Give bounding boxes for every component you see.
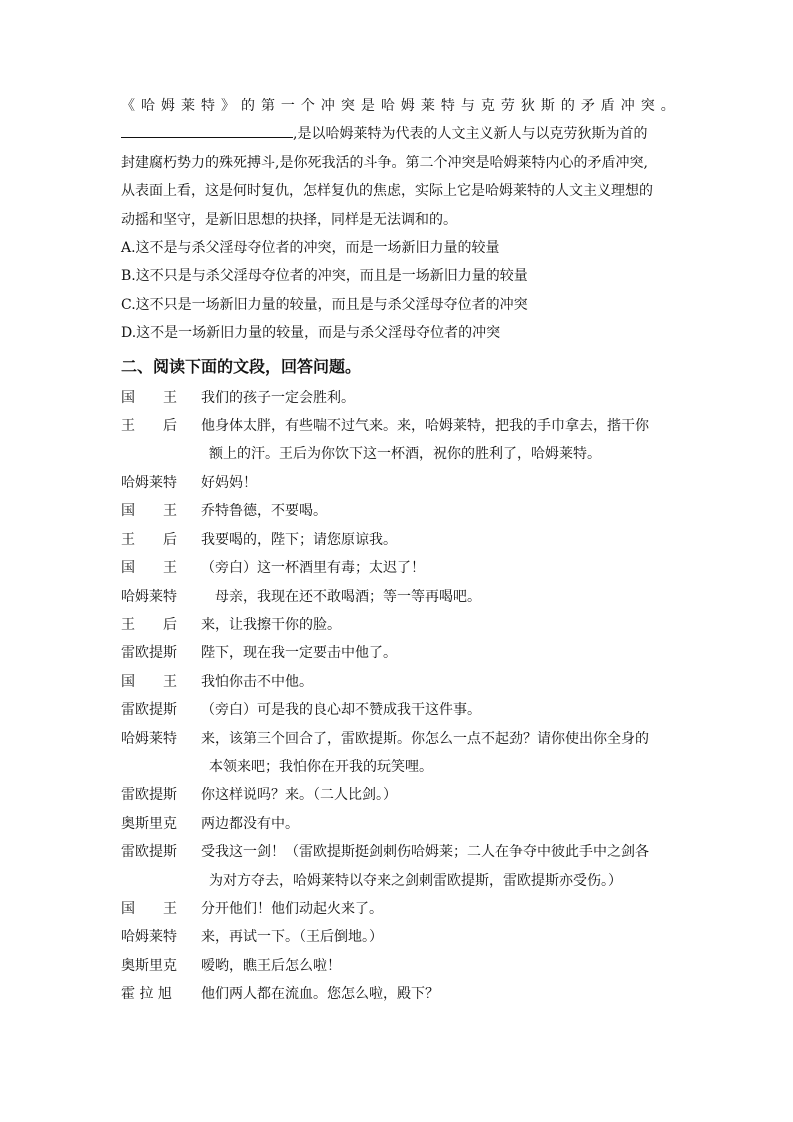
dialogue-line: [121, 526, 676, 554]
speech-line: 他身体太胖，有些喘不过气来。来，哈姆莱特，把我的手巾拿去，揩干你: [201, 418, 649, 435]
speech-text: [201, 838, 676, 895]
speaker-name: 哈姆莱特: [121, 588, 177, 605]
question-line-2-text: ,是以哈姆莱特为代表的人文主义新人与以克劳狄斯为首的: [293, 126, 648, 143]
speech-line: 陛下，现在我一定要击中他了。: [201, 645, 397, 662]
speech-line: 来，让我擦干你的脸。: [201, 616, 341, 633]
dialogue-line: [121, 838, 676, 895]
dialogue-line: [121, 583, 676, 611]
speech-text: [201, 469, 676, 497]
speech-line: 我要喝的，陛下；请您原谅我。: [201, 531, 397, 548]
speech-line: 你这样说吗？来。（二人比剑。）: [201, 787, 397, 804]
option-c: C.这不只是一场新旧力量的较量，而且是与杀父淫母夺位者的冲突: [121, 296, 528, 313]
speech-line: 嗳哟，瞧王后怎么啦！: [201, 957, 341, 974]
dialogue-line: [121, 668, 676, 696]
speech-text: [201, 554, 676, 582]
dialogue-line: [121, 810, 676, 838]
speech-line: 分开他们！他们动起火来了。: [201, 900, 383, 917]
speech-line: （旁白）可是我的良心却不赞成我干这件事。: [201, 702, 481, 719]
option-d: D.这不是一场新旧力量的较量，而是与杀父淫母夺位者的冲突: [121, 325, 501, 342]
speech-line: 我怕你击不中他。: [201, 673, 313, 690]
speech-line: 两边都没有中。: [201, 815, 299, 832]
speaker-name: 国 王: [121, 900, 177, 917]
dialogue-line: [121, 923, 676, 951]
speech-line: 来，该第三个回合了，雷欧提斯。你怎么一点不起劲？请你使出你全身的: [201, 730, 649, 747]
speaker-name: 霍 拉 旭: [121, 986, 172, 1003]
document-content: [121, 92, 676, 1009]
speaker-name: 奥斯里克: [121, 815, 177, 832]
speech-text: [201, 696, 676, 724]
speech-text: [201, 611, 676, 639]
dialogue-line: [121, 725, 676, 782]
dialogue-line: [121, 952, 676, 980]
speaker-name: 哈姆莱特: [121, 474, 177, 491]
speech-line: 母亲，我现在还不敢喝酒；等一等再喝吧。: [201, 588, 481, 605]
speech-text: [201, 583, 676, 611]
speech-continuation: 额上的汗。王后为你饮下这一杯酒，祝你的胜利了，哈姆莱特。: [209, 446, 601, 463]
speaker-name: 国 王: [121, 389, 177, 406]
dialogue-line: [121, 554, 676, 582]
speaker-name: 王 后: [121, 616, 177, 633]
speech-line: 好妈妈！: [201, 474, 257, 491]
dialogue-line: [121, 781, 676, 809]
dialogue-line: [121, 469, 676, 497]
speech-text: [201, 980, 676, 1008]
speech-text: [201, 497, 676, 525]
speech-line: 乔特鲁德，不要喝。: [201, 503, 327, 520]
speaker-name: 国 王: [121, 673, 177, 690]
speaker-name: 雷欧提斯: [121, 702, 177, 719]
dialogue-line: [121, 639, 676, 667]
speaker-name: 雷欧提斯: [121, 645, 177, 662]
question-line-1: 《哈姆莱特》的第一个冲突是哈姆莱特与克劳狄斯的矛盾冲突。: [121, 98, 676, 114]
option-a: A.这不是与杀父淫母夺位者的冲突，而是一场新旧力量的较量: [121, 240, 500, 257]
speech-continuation: 本领来吧；我怕你在开我的玩笑哩。: [209, 758, 433, 775]
speech-text: [201, 781, 676, 809]
dialogue-line: [121, 611, 676, 639]
speaker-name: 国 王: [121, 503, 177, 520]
speech-text: [201, 384, 676, 412]
speech-line: 受我这一剑！（雷欧提斯挺剑刺伤哈姆莱；二人在争夺中彼此手中之剑各: [201, 844, 649, 861]
speech-continuation: 为对方夺去，哈姆莱特以夺来之剑刺雷欧提斯，雷欧提斯亦受伤。）: [209, 872, 622, 889]
speech-text: [201, 895, 676, 923]
speaker-name: 王 后: [121, 418, 177, 435]
speech-text: [201, 923, 676, 951]
speech-text: [201, 952, 676, 980]
speech-text: [201, 412, 676, 469]
speech-line: （旁白）这一杯酒里有毒；太迟了！: [201, 560, 425, 577]
question-line-2: [121, 120, 676, 148]
speech-text: [201, 526, 676, 554]
speaker-name: 雷欧提斯: [121, 844, 177, 861]
question-line-3: 封建腐朽势力的殊死搏斗,是你死我活的斗争。第二个冲突是哈姆莱特内心的矛盾冲突,: [121, 154, 648, 171]
speech-line: 我们的孩子一定会胜利。: [201, 389, 355, 406]
section-title: 二、阅读下面的文段，回答问题。: [121, 356, 362, 376]
dialogue: [121, 384, 676, 1009]
dialogue-line: [121, 980, 676, 1008]
speaker-name: 哈姆莱特: [121, 730, 177, 747]
dialogue-line: [121, 895, 676, 923]
question-line-4: 从表面上看，这是何时复仇，怎样复仇的焦虑，实际上它是哈姆莱特的人文主义理想的: [121, 183, 653, 200]
speech-text: [201, 668, 676, 696]
dialogue-line: [121, 412, 676, 469]
answer-blank[interactable]: [121, 123, 293, 138]
speaker-name: 奥斯里克: [121, 957, 177, 974]
speech-line: 他们两人都在流血。您怎么啦，殿下？: [201, 986, 439, 1003]
speaker-name: 雷欧提斯: [121, 787, 177, 804]
speech-line: 来，再试一下。（王后倒地。）: [201, 929, 383, 946]
speaker-name: 国 王: [121, 560, 177, 577]
dialogue-line: [121, 497, 676, 525]
speech-text: [201, 725, 676, 782]
speaker-name: 王 后: [121, 531, 177, 548]
speaker-name: 哈姆莱特: [121, 929, 177, 946]
speech-text: [201, 810, 676, 838]
question-line-5: 动摇和坚守，是新旧思想的抉择，同样是无法调和的。: [121, 211, 457, 228]
speech-text: [201, 639, 676, 667]
dialogue-line: [121, 384, 676, 412]
option-b: B.这不只是与杀父淫母夺位者的冲突，而且是一场新旧力量的较量: [121, 268, 528, 285]
dialogue-line: [121, 696, 676, 724]
